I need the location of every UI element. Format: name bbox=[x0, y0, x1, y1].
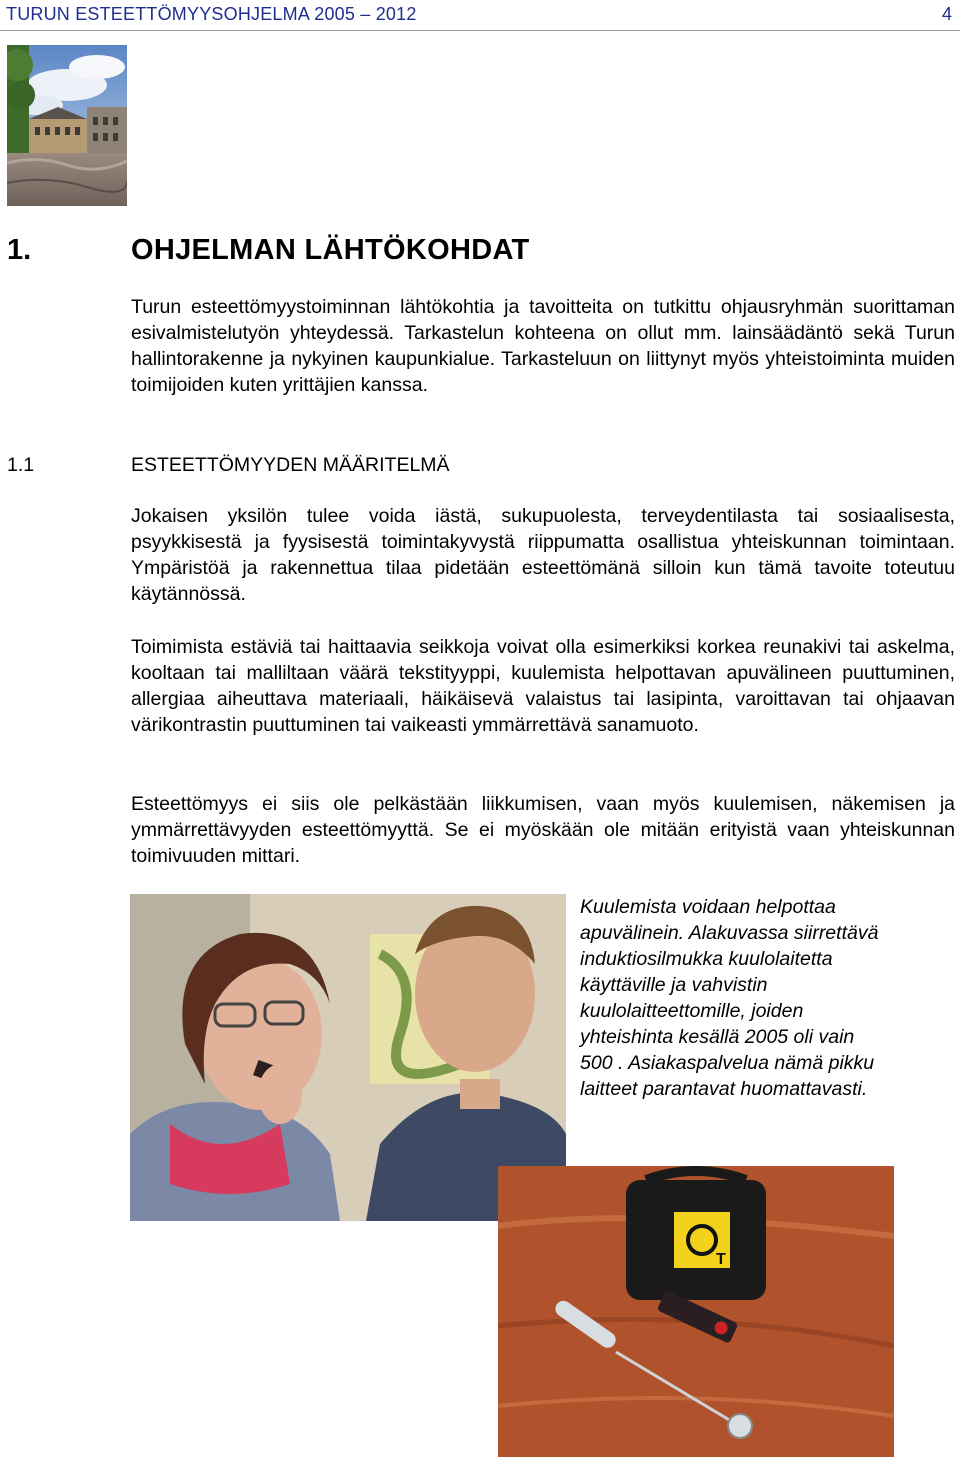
section-title: OHJELMAN LÄHTÖKOHDAT bbox=[131, 234, 530, 266]
page-header bbox=[0, 0, 960, 31]
subsection-title: ESTEETTÖMYYDEN MÄÄRITELMÄ bbox=[131, 454, 450, 476]
city-photo bbox=[7, 45, 127, 206]
definition-paragraph: Jokaisen yksilön tulee voida iästä, sukupuolesta, terveydentilasta tai sosiaalisesta, psyykkisestä ja fyysisestä toimintakyvystä riippumatta osallistua yhteiskunnan toimintaan. Ympäristöä ja rakennettua tilaa pidetään esteettömänä silloin kun tämä tavoite toteutuu käytännössä. bbox=[131, 505, 955, 605]
subsection-number: 1.1 bbox=[7, 454, 35, 476]
hearing-loop-letter: T bbox=[716, 1251, 726, 1268]
photo-caption: Kuulemista voidaan helpottaa apuvälinein. Alakuvassa siirrettävä induktiosilmukka kuulolaitetta käyttäville ja vahvistin kuulolaitteettomille, joiden yhteishinta kesällä 2005 oli vain 500 . Asiakaspalvelua nämä pikku laitteet parantavat huomattavasti. bbox=[580, 896, 879, 1100]
obstacles-paragraph: Toimimista estäviä tai haittaavia seikkoja voivat olla esimerkiksi korkea reunakivi tai askelma, kooltaan tai malliltaan väärä tekstityyppi, kuulemista helpottavan apuvälineen puuttuminen, allergiaa aiheuttava materiaali, häikäisevä valaistus tai lasipinta, varoittavan tai ohjaavan värikontrastin puuttuminen tai vaikeasti ymmärrettävä sanamuoto. bbox=[131, 636, 955, 736]
summary-paragraph: Esteettömyys ei siis ole pelkästään liikkumisen, vaan myös kuulemisen, näkemisen ja ymmärrettävyyden esteettömyyttä. Se ei myöskään ole mitään erityistä vaan yhteiskunnan toimivuuden mittari. bbox=[131, 793, 955, 867]
document-title: TURUN ESTEETTÖMYYSOHJELMA 2005 – 2012 bbox=[6, 4, 417, 24]
intro-paragraph: Turun esteettömyystoiminnan lähtökohtia ja tavoitteita on tutkittu ohjausryhmän suorittaman esivalmistelutyön yhteydessä. Tarkastelun kohteena on ollut mm. lainsäädäntö sekä Turun hallintorakenne ja nykyinen kaupunkialue. Tarkasteluun on liittynyt myös yhteistoiminta muiden toimijoiden kuten yrittäjien kanssa. bbox=[131, 296, 955, 396]
page-number: 4 bbox=[941, 4, 952, 24]
section-number: 1. bbox=[7, 234, 32, 266]
induction-loop-photo bbox=[498, 1166, 894, 1457]
